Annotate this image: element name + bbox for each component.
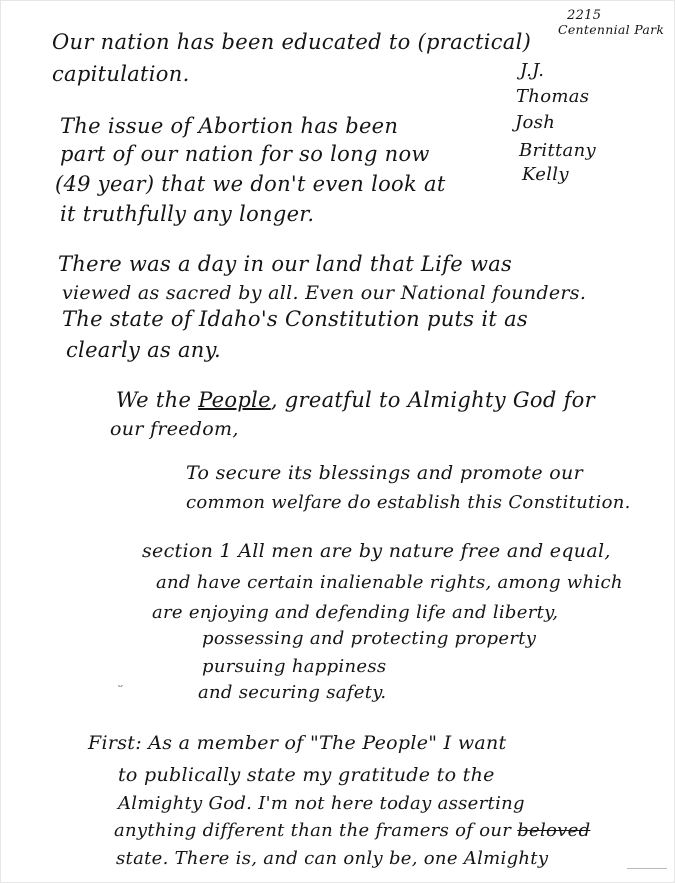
section1-line-1: section 1 All men are by nature free and equal, <box>142 540 611 562</box>
p2-line-3: (49 year) that we don't even look at <box>55 172 446 196</box>
preamble-line-3: To secure its blessings and promote our <box>186 462 583 484</box>
page-corner-mark <box>627 868 667 879</box>
first-line4-struck-word: beloved <box>517 820 591 841</box>
section1-line-3: are enjoying and defending life and liberty, <box>152 602 559 623</box>
p3-line-4: clearly as any. <box>66 338 221 362</box>
first-line-5: state. There is, and can only be, one Almighty <box>116 848 549 869</box>
section1-line-4: possessing and protecting property <box>202 628 537 649</box>
first-line-2: to publically state my gratitude to the <box>118 764 495 786</box>
p2-line-1: The issue of Abortion has been <box>60 114 399 138</box>
name-kelly: Kelly <box>522 164 569 185</box>
first-line-4 <box>114 820 590 841</box>
preamble-line-1 <box>116 388 595 412</box>
p1-line-2: capitulation. <box>52 62 190 86</box>
preamble-line1-end: , greatful to Almighty God for <box>270 388 595 412</box>
first-line-1: First: As a member of "The People" I want <box>88 732 507 754</box>
p2-line-2: part of our nation for so long now <box>60 142 430 166</box>
name-jj: J.J. <box>520 60 545 81</box>
name-thomas: Thomas <box>516 86 590 107</box>
first-line4-start: anything different than the framers of our <box>114 820 518 841</box>
name-josh: Josh <box>515 112 556 133</box>
preamble-line-2: our freedom, <box>110 418 239 440</box>
p2-line-4: it truthfully any longer. <box>60 202 315 226</box>
address-number: 2215 <box>567 8 602 23</box>
stray-mark: ᵕ <box>118 680 124 695</box>
preamble-line1-start: We the <box>116 388 199 412</box>
p3-line-1: There was a day in our land that Life was <box>58 252 513 276</box>
address-street: Centennial Park <box>558 22 665 37</box>
preamble-line-4: common welfare do establish this Constitution. <box>186 492 631 513</box>
section1-line-5: pursuing happiness <box>202 656 387 677</box>
p3-line-2: viewed as sacred by all. Even our National founders. <box>62 282 587 304</box>
section1-line-6: and securing safety. <box>198 682 387 703</box>
section1-line-2: and have certain inalienable rights, among which <box>156 572 623 593</box>
first-line-3: Almighty God. I'm not here today asserting <box>118 793 525 814</box>
p3-line-3: The state of Idaho's Constitution puts it as <box>62 307 528 331</box>
preamble-people-underlined: People <box>198 388 271 412</box>
name-brittany: Brittany <box>519 140 596 161</box>
p1-line-1: Our nation has been educated to (practical) <box>52 30 532 54</box>
